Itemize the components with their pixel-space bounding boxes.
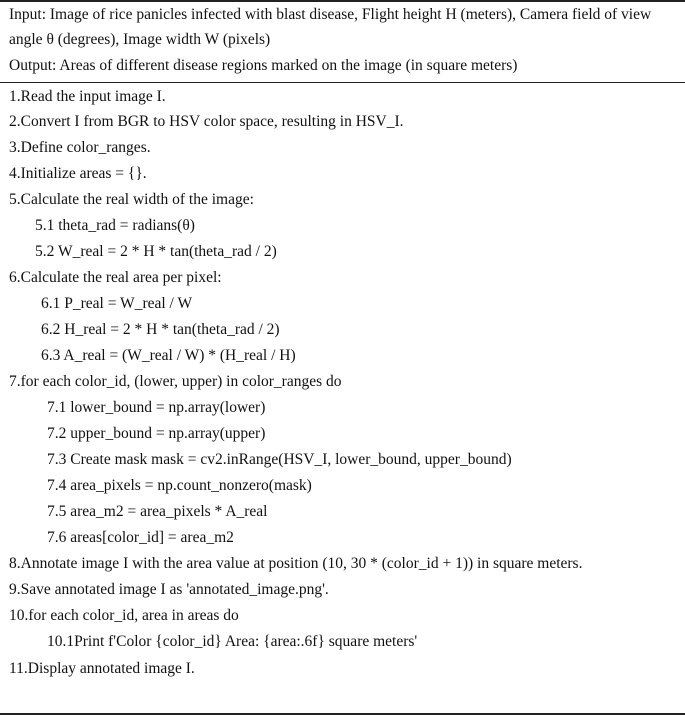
step-7-5: 7.5 area_m2 = area_pixels * A_real	[47, 503, 268, 520]
step-5-1: 5.1 theta_rad = radians(θ)	[35, 217, 195, 234]
step-6-2: 6.2 H_real = 2 * H * tan(theta_rad / 2)	[41, 321, 280, 338]
step-5: 5.Calculate the real width of the image:	[9, 191, 254, 208]
step-7-6: 7.6 areas[color_id] = area_m2	[47, 529, 234, 546]
step-7-4: 7.4 area_pixels = np.count_nonzero(mask)	[47, 477, 312, 494]
step-11: 11.Display annotated image I.	[9, 660, 195, 677]
input-line-1: Input: Image of rice panicles infected with blast disease, Flight height H (meters), Camera field of view	[9, 6, 652, 23]
step-8: 8.Annotate image I with the area value at position (10, 30 * (color_id + 1)) in square meters.	[9, 555, 583, 572]
step-3: 3.Define color_ranges.	[9, 139, 151, 156]
step-7-2: 7.2 upper_bound = np.array(upper)	[47, 425, 266, 442]
step-7-1: 7.1 lower_bound = np.array(lower)	[47, 399, 266, 416]
step-2: 2.Convert I from BGR to HSV color space, resulting in HSV_I.	[9, 113, 404, 130]
step-5-2: 5.2 W_real = 2 * H * tan(theta_rad / 2)	[35, 243, 277, 260]
step-6: 6.Calculate the real area per pixel:	[9, 269, 222, 286]
bottom-rule	[0, 713, 685, 715]
header-divider	[0, 82, 685, 83]
step-4: 4.Initialize areas = {}.	[9, 165, 147, 182]
step-10: 10.for each color_id, area in areas do	[9, 607, 239, 624]
step-10-1: 10.1Print f'Color {color_id} Area: {area:.6f} square meters'	[47, 633, 418, 650]
step-7-3: 7.3 Create mask mask = cv2.inRange(HSV_I, lower_bound, upper_bound)	[47, 451, 512, 468]
input-line-2: angle θ (degrees), Image width W (pixels)	[9, 31, 271, 48]
output-line: Output: Areas of different disease regions marked on the image (in square meters)	[9, 57, 518, 74]
top-rule	[0, 0, 685, 2]
step-7: 7.for each color_id, (lower, upper) in color_ranges do	[9, 373, 342, 390]
step-6-1: 6.1 P_real = W_real / W	[41, 295, 193, 312]
step-1: 1.Read the input image I.	[9, 88, 166, 105]
step-9: 9.Save annotated image I as 'annotated_image.png'.	[9, 581, 329, 598]
step-6-3: 6.3 A_real = (W_real / W) * (H_real / H)	[41, 347, 296, 364]
